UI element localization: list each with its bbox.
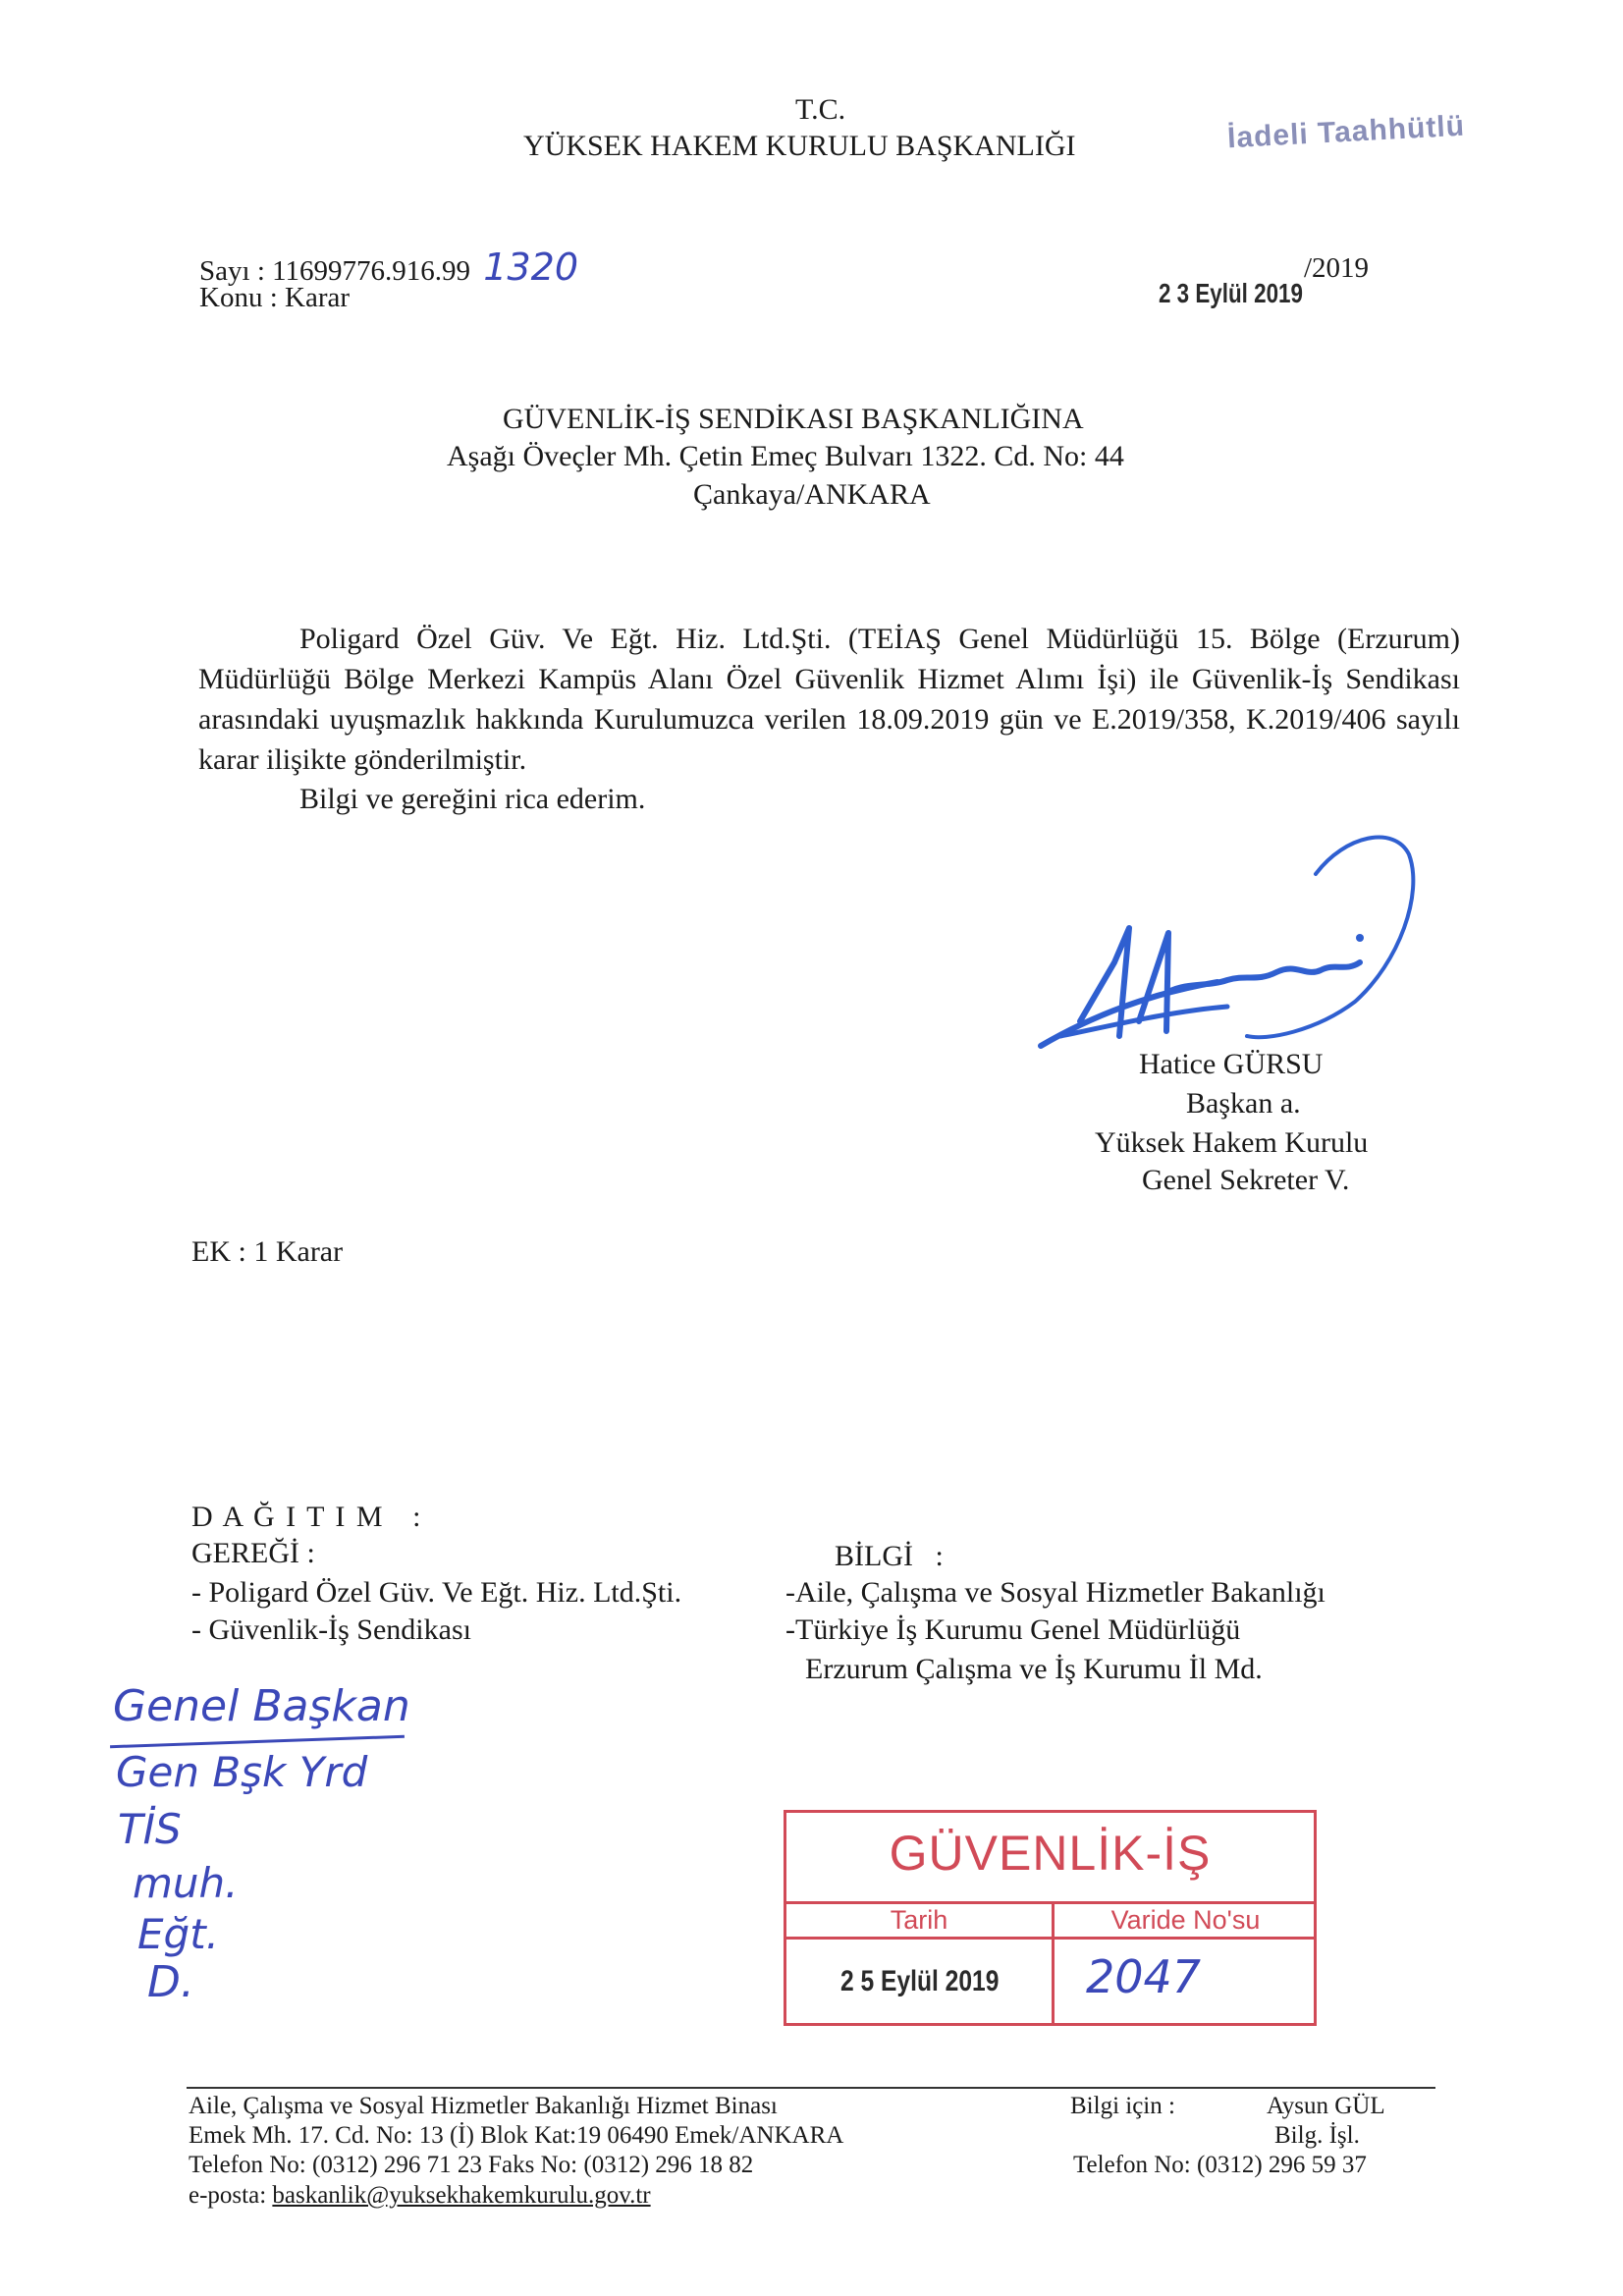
header-tc: T.C. bbox=[795, 93, 846, 126]
signature-scribble bbox=[1021, 815, 1434, 1061]
distribution-heading: D A Ğ I T I M : bbox=[191, 1501, 423, 1533]
attachment-line bbox=[191, 1235, 343, 1269]
header-institution: YÜKSEK HAKEM KURULU BAŞKANLIĞI bbox=[523, 130, 1076, 162]
recipient-city: Çankaya/ANKARA bbox=[693, 478, 931, 511]
body-paragraph-2: Bilgi ve gereğini rica ederim. bbox=[299, 783, 646, 815]
attachment-value: : 1 Karar bbox=[238, 1235, 344, 1268]
signatory-title-2: Yüksek Hakem Kurulu bbox=[1095, 1126, 1369, 1159]
bilgi-label: BİLGİ : bbox=[835, 1540, 944, 1572]
registered-mail-stamp: İadeli Taahhütlü bbox=[1226, 109, 1466, 155]
signatory-title-1: Başkan a. bbox=[1186, 1087, 1301, 1120]
footer-address-2: Emek Mh. 17. Cd. No: 13 (İ) Blok Kat:19 06490 Emek/ANKARA bbox=[189, 2122, 844, 2149]
sayi-value: : 11699776.916.99 bbox=[256, 255, 471, 287]
handwritten-note-5: Eğt. bbox=[137, 1910, 220, 1958]
body-paragraph-1: Poligard Özel Güv. Ve Eğt. Hiz. Ltd.Şti. (TEİAŞ Genel Müdürlüğü 15. Bölge (Erzurum) Müdürlüğü Bölge Merkezi Kampüs Alanı Özel Güvenlik Hizmet Alımı İşi) ile Güvenlik-İş Sendikası arasındaki uyuşmazlık hakkında Kurulumuzca verilen 18.09.2019 gün ve E.2019/358, K.2019/406 sayılı karar ilişikte gönderilmiştir. bbox=[198, 623, 1460, 776]
signatory-title-3: Genel Sekreter V. bbox=[1142, 1164, 1350, 1196]
stamp-tarih-value: 2 5 Eylül 2019 bbox=[840, 1965, 1000, 1997]
footer-email-label: e-posta: bbox=[189, 2182, 267, 2209]
handwritten-note-1: Genel Başkan bbox=[113, 1681, 410, 1731]
geregi-item-2: - Güvenlik-İş Sendikası bbox=[191, 1613, 471, 1646]
footer-phone: Telefon No: (0312) 296 71 23 Faks No: (0312) 296 18 82 bbox=[189, 2152, 754, 2178]
date-printed: /2019 bbox=[1304, 252, 1370, 284]
konu-label: Konu bbox=[199, 282, 263, 313]
recipient-title: GÜVENLİK-İŞ SENDİKASI BAŞKANLIĞINA bbox=[503, 403, 1084, 435]
footer-address-1: Aile, Çalışma ve Sosyal Hizmetler Bakanlığı Hizmet Binası bbox=[189, 2093, 778, 2119]
received-stamp-org: GÜVENLİK-İŞ bbox=[889, 1826, 1212, 1881]
geregi-label: GEREĞİ : bbox=[191, 1537, 315, 1569]
footer-info-name: Aysun GÜL bbox=[1267, 2093, 1385, 2119]
sayi-handwritten: 1320 bbox=[483, 246, 579, 289]
footer-email-line bbox=[189, 2181, 651, 2211]
attachment-label: EK bbox=[191, 1235, 231, 1268]
bilgi-item-2: -Türkiye İş Kurumu Genel Müdürlüğü bbox=[785, 1613, 1241, 1646]
footer-info-role: Bilg. İşl. bbox=[1274, 2122, 1360, 2149]
stamp-varide-label: Varide No'su bbox=[1110, 1905, 1261, 1935]
stamp-varide-value: 2047 bbox=[1086, 1950, 1202, 2003]
sayi-label: Sayı bbox=[199, 255, 250, 287]
date-stamp: 2 3 Eylül 2019 bbox=[1159, 278, 1303, 308]
handwritten-note-2: Gen Bşk Yrd bbox=[116, 1748, 368, 1796]
footer-divider bbox=[187, 2087, 1435, 2089]
bilgi-item-3: Erzurum Çalışma ve İş Kurumu İl Md. bbox=[805, 1653, 1263, 1685]
geregi-item-1: - Poligard Özel Güv. Ve Eğt. Hiz. Ltd.Şti. bbox=[191, 1576, 682, 1609]
received-stamp bbox=[784, 1810, 1317, 2026]
handwritten-note-6: D. bbox=[147, 1957, 194, 2007]
recipient-address: Aşağı Öveçler Mh. Çetin Emeç Bulvarı 1322. Cd. No: 44 bbox=[447, 440, 1124, 472]
handwritten-note-3: TİS bbox=[118, 1805, 182, 1853]
handwritten-note-4: muh. bbox=[133, 1859, 239, 1907]
bilgi-item-1: -Aile, Çalışma ve Sosyal Hizmetler Bakanlığı bbox=[785, 1576, 1325, 1609]
handwritten-underline bbox=[110, 1735, 405, 1748]
stamp-tarih-label: Tarih bbox=[890, 1905, 948, 1935]
konu-line bbox=[199, 282, 350, 314]
stamp-divider-mid bbox=[786, 1937, 1314, 1940]
footer-info-phone: Telefon No: (0312) 296 59 37 bbox=[1073, 2152, 1367, 2178]
konu-value: : Karar bbox=[269, 282, 351, 313]
footer-email-link[interactable]: baskanlik@yuksekhakemkurulu.gov.tr bbox=[272, 2182, 651, 2209]
footer-info-label: Bilgi için : bbox=[1070, 2093, 1175, 2119]
signatory-name: Hatice GÜRSU bbox=[1139, 1048, 1324, 1080]
